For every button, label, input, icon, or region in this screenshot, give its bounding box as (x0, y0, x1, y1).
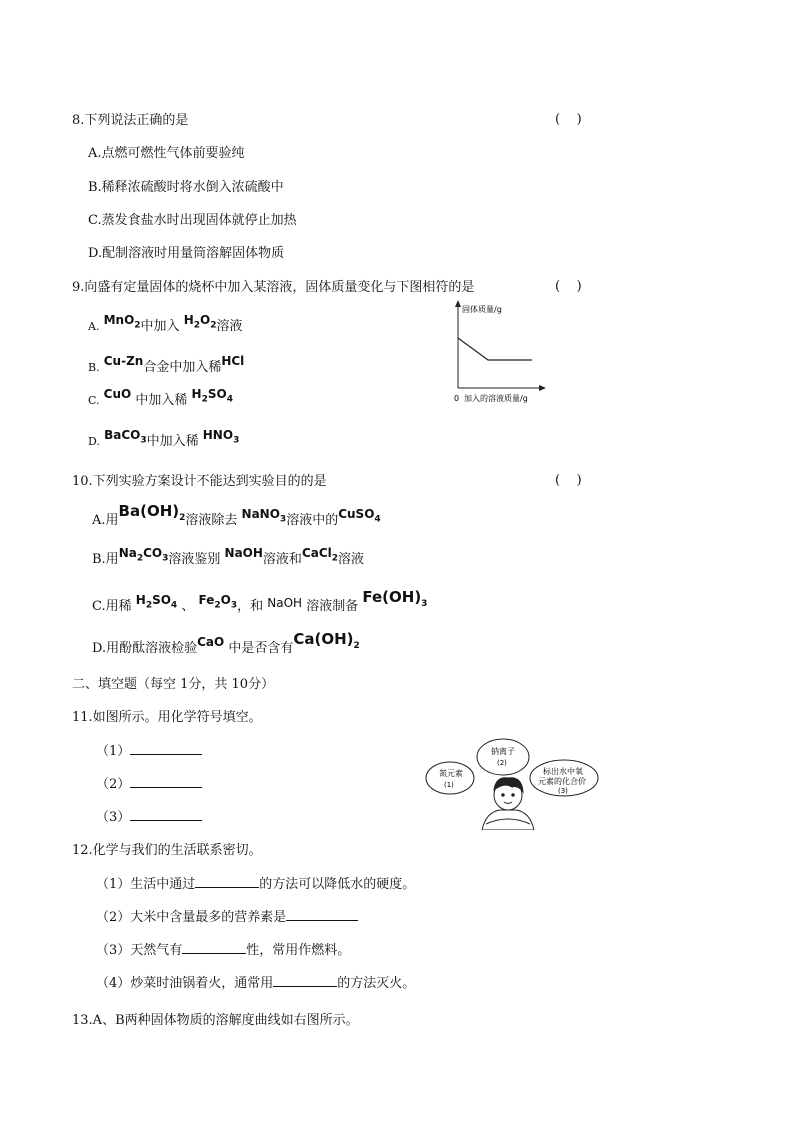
q12-stem: 12.化学与我们的生活联系密切。 (72, 843, 262, 858)
bubble-3-number: (3) (558, 787, 568, 795)
q13-stem: 13.A、B两种固体物质的溶解度曲线如右图所示。 (72, 1013, 359, 1028)
q11-boy-illustration (420, 730, 620, 830)
q9-option-a (88, 313, 243, 340)
option-tag: C. (88, 394, 100, 407)
speech-bubble-1 (426, 762, 474, 794)
option-tag: D. (88, 435, 100, 448)
y-axis-label: 固体质量/g (462, 305, 502, 314)
y-axis-arrow (455, 300, 461, 307)
formula-cu-zn: Cu-Zn (103, 354, 144, 368)
bubble-1-text: 氮元素 (439, 769, 463, 778)
q10-stem: 10.下列实验方案设计不能达到实验目的的是 (72, 474, 327, 489)
q12-item-4: （4）炒菜时油锅着火，通常用 的方法灭火。 (96, 976, 416, 991)
bubble-3-text-line1: 标出水中氧 (543, 767, 583, 776)
formula-na2co3: $Na_2CO_3$ (118, 546, 169, 564)
formula-hno3: $HNO_3$ (202, 428, 240, 446)
formula-baco3: BaCO$_3$ (104, 428, 147, 446)
formula-naoh: NaOH (224, 546, 263, 560)
q11-item-3: （3） (96, 808, 202, 827)
answer-blank[interactable] (273, 974, 337, 987)
boy-figure (482, 778, 534, 830)
formula-caoh2: $Ca(OH)_2$ (293, 630, 360, 651)
q10-option-a: A.用$Ba(OH)_2$溶液除去 NaNO$_3$溶液中的CuSO$_4$ (92, 502, 381, 528)
answer-blank[interactable] (195, 875, 259, 888)
answer-blank[interactable] (130, 742, 202, 755)
q11-stem: 11.如图所示。用化学符号填空。 (72, 710, 262, 725)
option-text: 合金中加入稀 (143, 360, 222, 375)
q9-option-d (88, 428, 240, 455)
q9-stem: 9.向盛有定量固体的烧杯中加入某溶液，固体质量变化与下图相符的是 (72, 280, 475, 295)
answer-blank[interactable] (286, 908, 358, 921)
q10-option-b: B.用$Na_2CO_3$溶液鉴别 NaOH溶液和CaCl$_2$溶液 (92, 546, 365, 567)
formula-nano3: NaNO$_3$ (241, 507, 287, 525)
formula-naoh: NaOH (267, 596, 303, 610)
option-text: 溶液 (216, 319, 243, 334)
q9-answer-bracket: ( ) (555, 279, 582, 294)
formula-h2so4: $H_2SO_4$ (191, 387, 233, 405)
formula-cacl2: CaCl$_2$ (301, 546, 339, 564)
formula-h2so4: $H_2SO_4$ (135, 593, 178, 611)
option-text: 中加入稀 (146, 434, 199, 449)
section-heading: 二、填空题（每空 1分，共 10分） (72, 677, 275, 692)
q8-option-a: A.点燃可燃性气体前要验纯 (88, 146, 245, 161)
q11-item-1: （1） (96, 742, 202, 761)
q9-mass-graph (448, 298, 558, 408)
formula-baoh2: $Ba(OH)_2$ (118, 502, 186, 523)
formula-hcl: HCl (221, 354, 245, 368)
q8-answer-bracket: ( ) (555, 112, 582, 127)
q12-item-3: （3）天然气有 性，常用作燃料。 (96, 943, 351, 958)
q10-answer-bracket: ( ) (555, 473, 582, 488)
speech-bubble-2 (477, 739, 529, 775)
x-axis-arrow (539, 385, 546, 391)
mass-curve (458, 338, 532, 360)
q10-option-d: D.用酚酞溶液检验CaO 中是否含有$Ca(OH)_2$ (92, 630, 360, 656)
q12-item-2: （2）大米中含量最多的营养素是 (96, 908, 358, 927)
option-tag: B. (88, 361, 100, 374)
q8-option-b: B.稀释浓硫酸时将水倒入浓硫酸中 (88, 180, 284, 195)
formula-cuo: CuO (103, 387, 132, 401)
answer-blank[interactable] (182, 941, 246, 954)
option-text: 中加入 (140, 319, 180, 334)
formula-feoh3: $Fe(OH)_3$ (362, 588, 428, 609)
formula-cuso4: CuSO$_4$ (338, 507, 381, 525)
option-tag: A. (88, 320, 100, 333)
answer-blank[interactable] (130, 808, 202, 821)
q10-option-c: C.用稀 $H_2SO_4$ 、 $Fe_2O_3$，和 NaOH 溶液制备 $Fe(OH)_3$ (92, 588, 428, 614)
bubble-2-number: (2) (497, 759, 507, 767)
q11-item-2: （2） (96, 775, 202, 794)
formula-cao: CaO (197, 635, 225, 649)
q8-option-d: D.配制溶液时用量筒溶解固体物质 (88, 246, 285, 261)
origin-label: 0 (454, 394, 460, 403)
bubble-1-number: (1) (444, 781, 454, 789)
bubble-2-text: 钠离子 (491, 747, 515, 756)
q8-option-c: C.蒸发食盐水时出现固体就停止加热 (88, 213, 297, 228)
option-text: 中加入稀 (135, 393, 188, 408)
formula-fe2o3: $Fe_2O_3$ (198, 593, 238, 611)
formula-mno2: MnO$_2$ (103, 313, 141, 331)
q12-item-1: （1）生活中通过 的方法可以降低水的硬度。 (96, 877, 416, 892)
q9-option-c (88, 387, 233, 414)
q9-option-b (88, 354, 245, 377)
answer-blank[interactable] (130, 775, 202, 788)
x-axis-label: 加入的溶液质量/g (464, 394, 528, 403)
q8-stem: 8.下列说法正确的是 (72, 113, 189, 128)
bubble-3-text-line2: 元素的化合价 (538, 777, 586, 786)
formula-h2o2: $H_2O_2$ (183, 313, 217, 331)
